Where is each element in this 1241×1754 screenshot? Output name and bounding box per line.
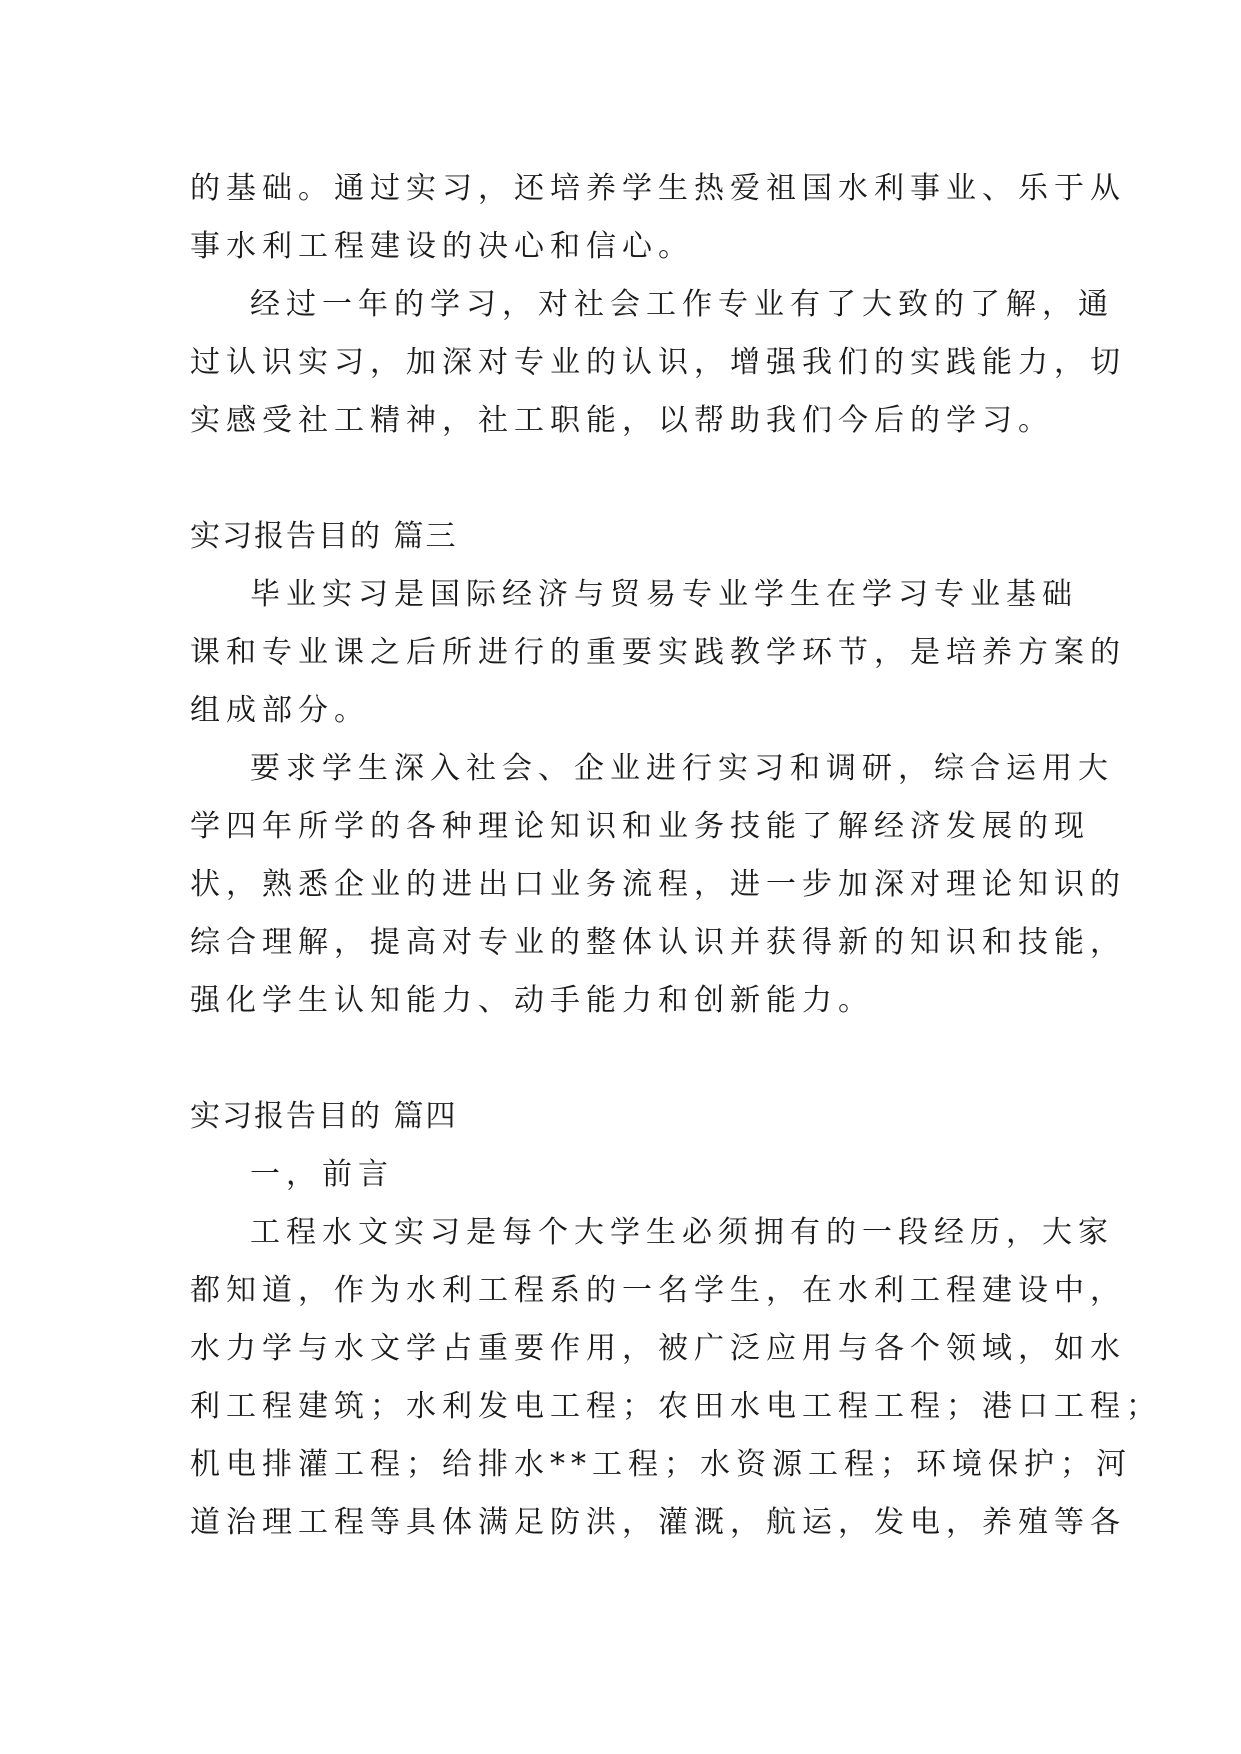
text-line: 机电排灌工程；给排水**工程；水资源工程；环境保护；河 <box>190 1447 1132 1482</box>
paragraph-2 <box>190 276 1126 450</box>
text-line: 过认识实习，加深对专业的认识，增强我们的实践能力，切 <box>190 345 1126 380</box>
text-line: 工程水文实习是每个大学生必须拥有的一段经历，大家 <box>250 1215 1114 1250</box>
subheading-preface <box>190 1146 1050 1204</box>
text-line: 实感受社工精神，社工职能，以帮助我们今后的学习。 <box>190 403 1054 438</box>
text-line: 学四年所学的各种理论知识和业务技能了解经济发展的现 <box>190 809 1090 844</box>
section-heading-4: 实习报告目的 篇四 <box>190 1099 458 1134</box>
text-line: 毕业实习是国际经济与贸易专业学生在学习专业基础 <box>250 577 1078 612</box>
paragraph-5 <box>190 1204 1162 1552</box>
text-line: 综合理解，提高对专业的整体认识并获得新的知识和技能， <box>190 925 1126 960</box>
section-heading-3: 实习报告目的 篇三 <box>190 519 458 554</box>
text-line: 状，熟悉企业的进出口业务流程，进一步加深对理论知识的 <box>190 867 1126 902</box>
text-line: 组成部分。 <box>190 693 370 728</box>
text-line: 道治理工程等具体满足防洪，灌溉，航运，发电，养殖等各 <box>190 1505 1126 1540</box>
text-line: 课和专业课之后所进行的重要实践教学环节，是培养方案的 <box>190 635 1126 670</box>
text-line: 强化学生认知能力、动手能力和创新能力。 <box>190 983 874 1018</box>
paragraph-3 <box>190 566 1126 740</box>
text-line: 经过一年的学习，对社会工作专业有了大致的了解，通 <box>250 287 1114 322</box>
text-line: 都知道，作为水利工程系的一名学生，在水利工程建设中， <box>190 1273 1126 1308</box>
document-page <box>190 160 1162 1552</box>
paragraph-4 <box>190 740 1126 1030</box>
text-line: 水力学与水文学占重要作用，被广泛应用与各个领域，如水 <box>190 1331 1126 1366</box>
text-line: 事水利工程建设的决心和信心。 <box>190 229 694 264</box>
text-line: 的基础。通过实习，还培养学生热爱祖国水利事业、乐于从 <box>190 171 1126 206</box>
text-line: 利工程建筑；水利发电工程；农田水电工程工程；港口工程； <box>190 1389 1162 1424</box>
text-line: 一，前言 <box>250 1157 394 1192</box>
paragraph-1 <box>190 160 1126 276</box>
text-line: 要求学生深入社会、企业进行实习和调研，综合运用大 <box>250 751 1114 786</box>
